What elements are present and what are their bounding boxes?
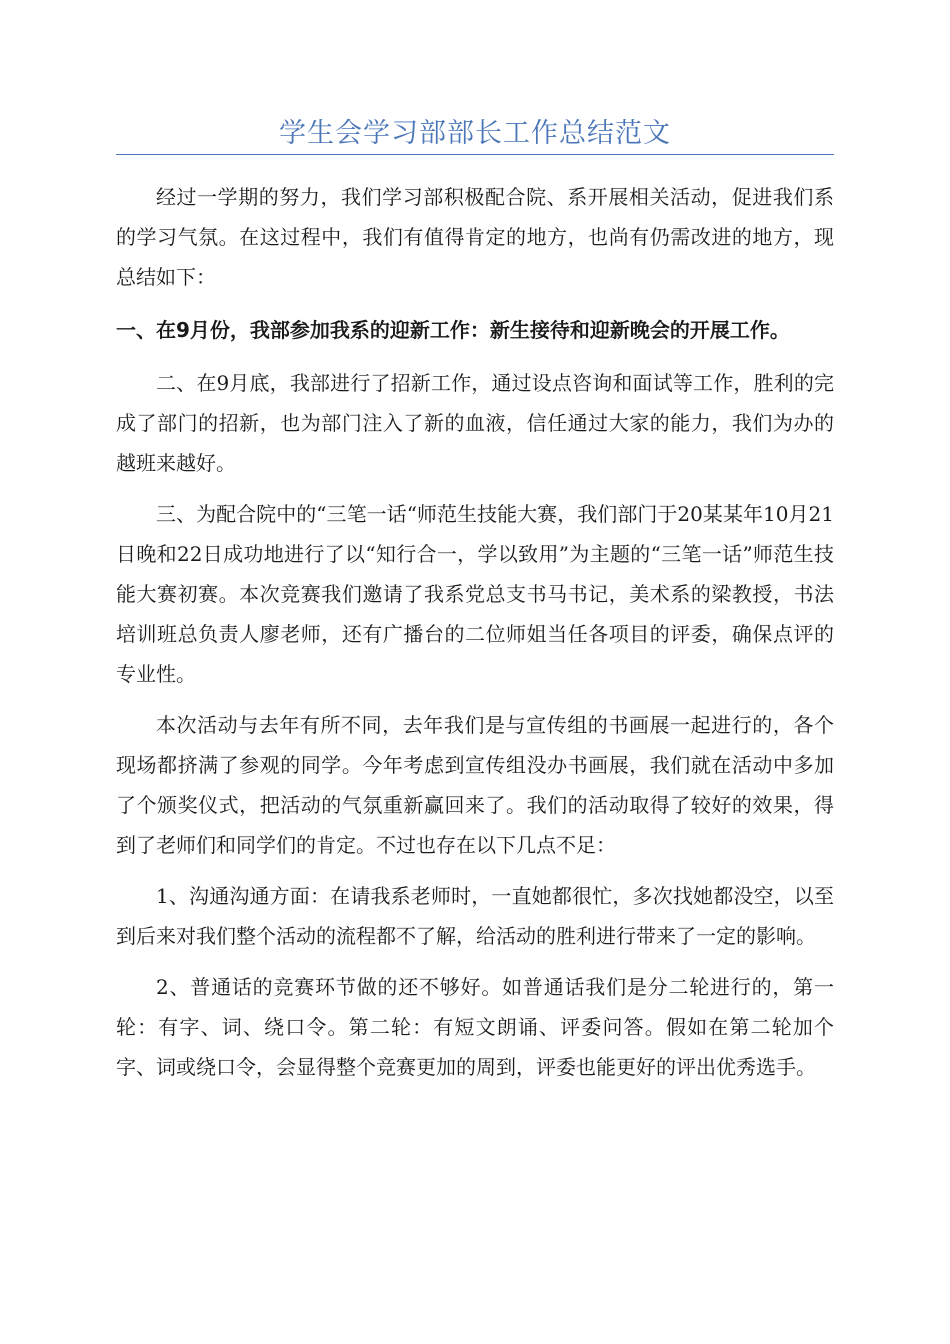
- paragraph-shortcoming-1: 1、沟通沟通方面：在请我系老师时，一直她都很忙，多次找她都没空，以至到后来对我们整个活动的流程都不了解，给活动的胜利进行带来了一定的影响。: [116, 884, 834, 948]
- document-page: [116, 0, 834, 1087]
- paragraph-shortcoming-2: 2、普通话的竞赛环节做的还不够好。如普通话我们是分二轮进行的，第一轮：有字、词、绕口令。第二轮：有短文朗诵、评委问答。假如在第二轮加个字、词或绕口令，会显得整个竞赛更加的周到，评委也能更好的评出优秀选手。: [116, 975, 834, 1079]
- title-underline: [116, 154, 834, 155]
- paragraph-recruitment: 二、在9月底，我部进行了招新工作，通过设点咨询和面试等工作，胜利的完成了部门的招新，也为部门注入了新的血液，信任通过大家的能力，我们为办的越班来越好。: [116, 371, 834, 475]
- document-title: 学生会学习部部长工作总结范文: [279, 118, 671, 149]
- paragraph-comparison: 本次活动与去年有所不同，去年我们是与宣传组的书画展一起进行的，各个现场都挤满了参观的同学。今年考虑到宣传组没办书画展，我们就在活动中多加了个颁奖仪式，把活动的气氛重新赢回来了。我们的活动取得了较好的效果，得到了老师们和同学们的肯定。不过也存在以下几点不足：: [116, 713, 834, 857]
- paragraph-contest: 三、为配合院中的“三笔一话“师范生技能大赛，我们部门于20某某年10月21日晚和22日成功地进行了以“知行合一，学以致用”为主题的“三笔一话”师范生技能大赛初赛。本次竞赛我们邀请了我系党总支书马书记，美术系的梁教授，书法培训班总负责人廖老师，还有广播台的二位师姐当任各项目的评委，确保点评的专业性。: [116, 502, 834, 686]
- intro-paragraph: 经过一学期的努力，我们学习部积极配合院、系开展相关活动，促进我们系的学习气氛。在这过程中，我们有值得肯定的地方，也尚有仍需改进的地方，现总结如下：: [116, 185, 834, 289]
- section-heading-1: 一、在9月份，我部参加我系的迎新工作：新生接待和迎新晚会的开展工作。: [116, 318, 790, 342]
